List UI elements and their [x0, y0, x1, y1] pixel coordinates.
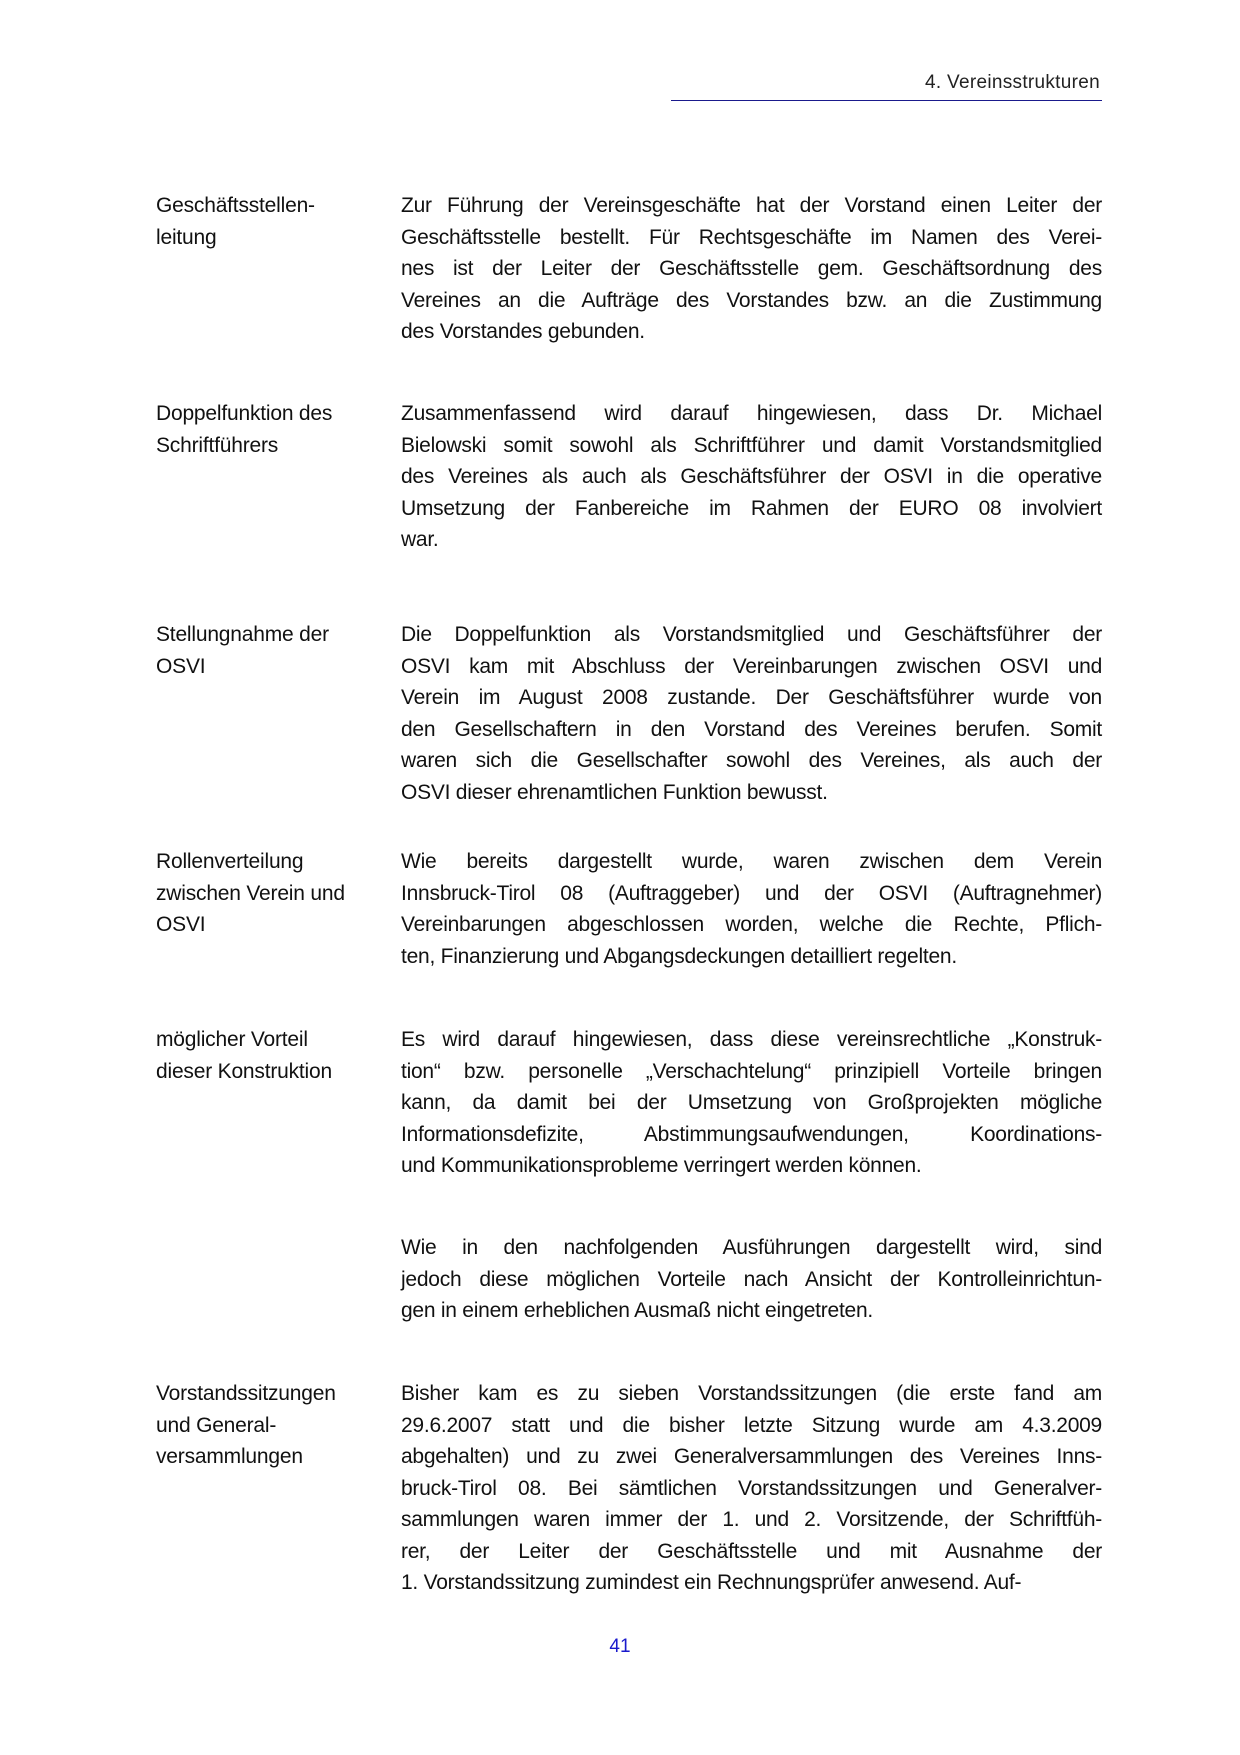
paragraph-line: Vereines an die Aufträge des Vorstandes bzw. an die Zustimmung [401, 288, 1102, 312]
margin-heading-line: Schriftführers [156, 433, 279, 457]
paragraph-line: des Vereines als auch als Geschäftsführer der OSVI in die operative [401, 465, 1102, 488]
margin-heading-line: versammlungen [156, 1445, 303, 1468]
paragraph-line: Zur Führung der Vereinsgeschäfte hat der Vorstand einen Leiter der [401, 194, 1102, 217]
body-paragraph [401, 619, 1102, 808]
margin-heading-line: Stellungnahme der [156, 623, 329, 646]
paragraph-line: den Gesellschaftern in den Vorstand des Vereines berufen. Somit [401, 717, 1102, 741]
body-paragraph [401, 1378, 1102, 1599]
paragraph-line: rer, der Leiter der Geschäftsstelle und mit Ausnahme der [401, 1539, 1102, 1563]
paragraph-line: 1. Vorstandssitzung zumindest ein Rechnungsprüfer anwesend. Auf- [401, 1571, 1022, 1594]
margin-heading-line: Vorstandssitzungen [156, 1382, 336, 1405]
margin-heading-line: leitung [156, 225, 217, 249]
paragraph-line: abgehalten) und zu zwei Generalversammlungen des Vereines Inns- [401, 1445, 1102, 1468]
paragraph-line: Die Doppelfunktion als Vorstandsmitglied und Geschäftsführer der [401, 623, 1102, 646]
paragraph-line: Verein im August 2008 zustande. Der Geschäftsführer wurde von [401, 686, 1102, 709]
paragraph-line: gen in einem erheblichen Ausmaß nicht eingetreten. [401, 1299, 873, 1322]
paragraph-line: Innsbruck-Tirol 08 (Auftraggeber) und der OSVI (Auftragnehmer) [401, 881, 1102, 905]
margin-heading-line: Geschäftsstellen- [156, 194, 315, 217]
paragraph-line: und Kommunikationsprobleme verringert werden können. [401, 1154, 922, 1177]
margin-heading-line: zwischen Verein und [156, 881, 345, 905]
paragraph-line: Zusammenfassend wird darauf hingewiesen, dass Dr. Michael [401, 402, 1102, 425]
paragraph-line: 29.6.2007 statt und die bisher letzte Sitzung wurde am 4.3.2009 [401, 1413, 1102, 1437]
paragraph-line: OSVI kam mit Abschluss der Vereinbarungen zwischen OSVI und [401, 654, 1102, 678]
margin-heading [156, 1378, 386, 1473]
running-header: 4. Vereinsstrukturen [925, 72, 1100, 93]
margin-heading [156, 398, 386, 461]
paragraph-line: waren sich die Gesellschafter sowohl des Vereines, als auch der [401, 749, 1102, 772]
body-paragraph [401, 846, 1102, 972]
paragraph-line: Wie bereits dargestellt wurde, waren zwischen dem Verein [401, 850, 1102, 873]
paragraph-line: bruck-Tirol 08. Bei sämtlichen Vorstandssitzungen und Generalver- [401, 1476, 1102, 1500]
paragraph-line: ten, Finanzierung und Abgangsdeckungen detailliert regelten. [401, 944, 957, 968]
body-paragraph [401, 398, 1102, 556]
body-paragraph [401, 1232, 1102, 1327]
margin-heading-line: OSVI [156, 913, 206, 936]
margin-heading-line: Doppelfunktion des [156, 402, 333, 425]
margin-heading-line: und General- [156, 1413, 277, 1437]
body-paragraph [401, 1024, 1102, 1182]
paragraph-line: war. [401, 528, 439, 551]
paragraph-line: Es wird darauf hingewiesen, dass diese vereinsrechtliche „Konstruk- [401, 1028, 1102, 1051]
paragraph-line: Geschäftsstelle bestellt. Für Rechtsgeschäfte im Namen des Verei- [401, 225, 1102, 249]
paragraph-line: Umsetzung der Fanbereiche im Rahmen der EURO 08 involviert [401, 496, 1102, 520]
paragraph-line: nes ist der Leiter der Geschäftsstelle gem. Geschäftsordnung des [401, 257, 1102, 280]
paragraph-line: des Vorstandes gebunden. [401, 320, 645, 343]
paragraph-line: Wie in den nachfolgenden Ausführungen dargestellt wird, sind [401, 1236, 1102, 1259]
header-rule [671, 100, 1102, 101]
paragraph-line: kann, da damit bei der Umsetzung von Großprojekten mögliche [401, 1091, 1102, 1114]
paragraph-line: OSVI dieser ehrenamtlichen Funktion bewusst. [401, 780, 828, 804]
margin-heading-line: OSVI [156, 654, 206, 678]
paragraph-line: jedoch diese möglichen Vorteile nach Ansicht der Kontrolleinrichtun- [401, 1267, 1102, 1291]
page-number: 41 [609, 1636, 631, 1657]
paragraph-line: Informationsdefizite, Abstimmungsaufwendungen, Koordinations- [401, 1122, 1102, 1146]
margin-heading [156, 1024, 386, 1087]
margin-heading-line: dieser Konstruktion [156, 1059, 332, 1083]
margin-heading [156, 846, 386, 941]
paragraph-line: Bisher kam es zu sieben Vorstandssitzungen (die erste fand am [401, 1382, 1102, 1405]
margin-heading [156, 190, 386, 253]
margin-heading-line: möglicher Vorteil [156, 1028, 308, 1051]
paragraph-line: Vereinbarungen abgeschlossen worden, welche die Rechte, Pflich- [401, 913, 1102, 936]
margin-heading-line: Rollenverteilung [156, 850, 304, 873]
body-paragraph [401, 190, 1102, 348]
margin-heading [156, 619, 386, 682]
paragraph-line: Bielowski somit sowohl als Schriftführer und damit Vorstandsmitglied [401, 433, 1102, 457]
paragraph-line: tion“ bzw. personelle „Verschachtelung“ prinzipiell Vorteile bringen [401, 1059, 1102, 1083]
paragraph-line: sammlungen waren immer der 1. und 2. Vorsitzende, der Schriftfüh- [401, 1508, 1102, 1531]
